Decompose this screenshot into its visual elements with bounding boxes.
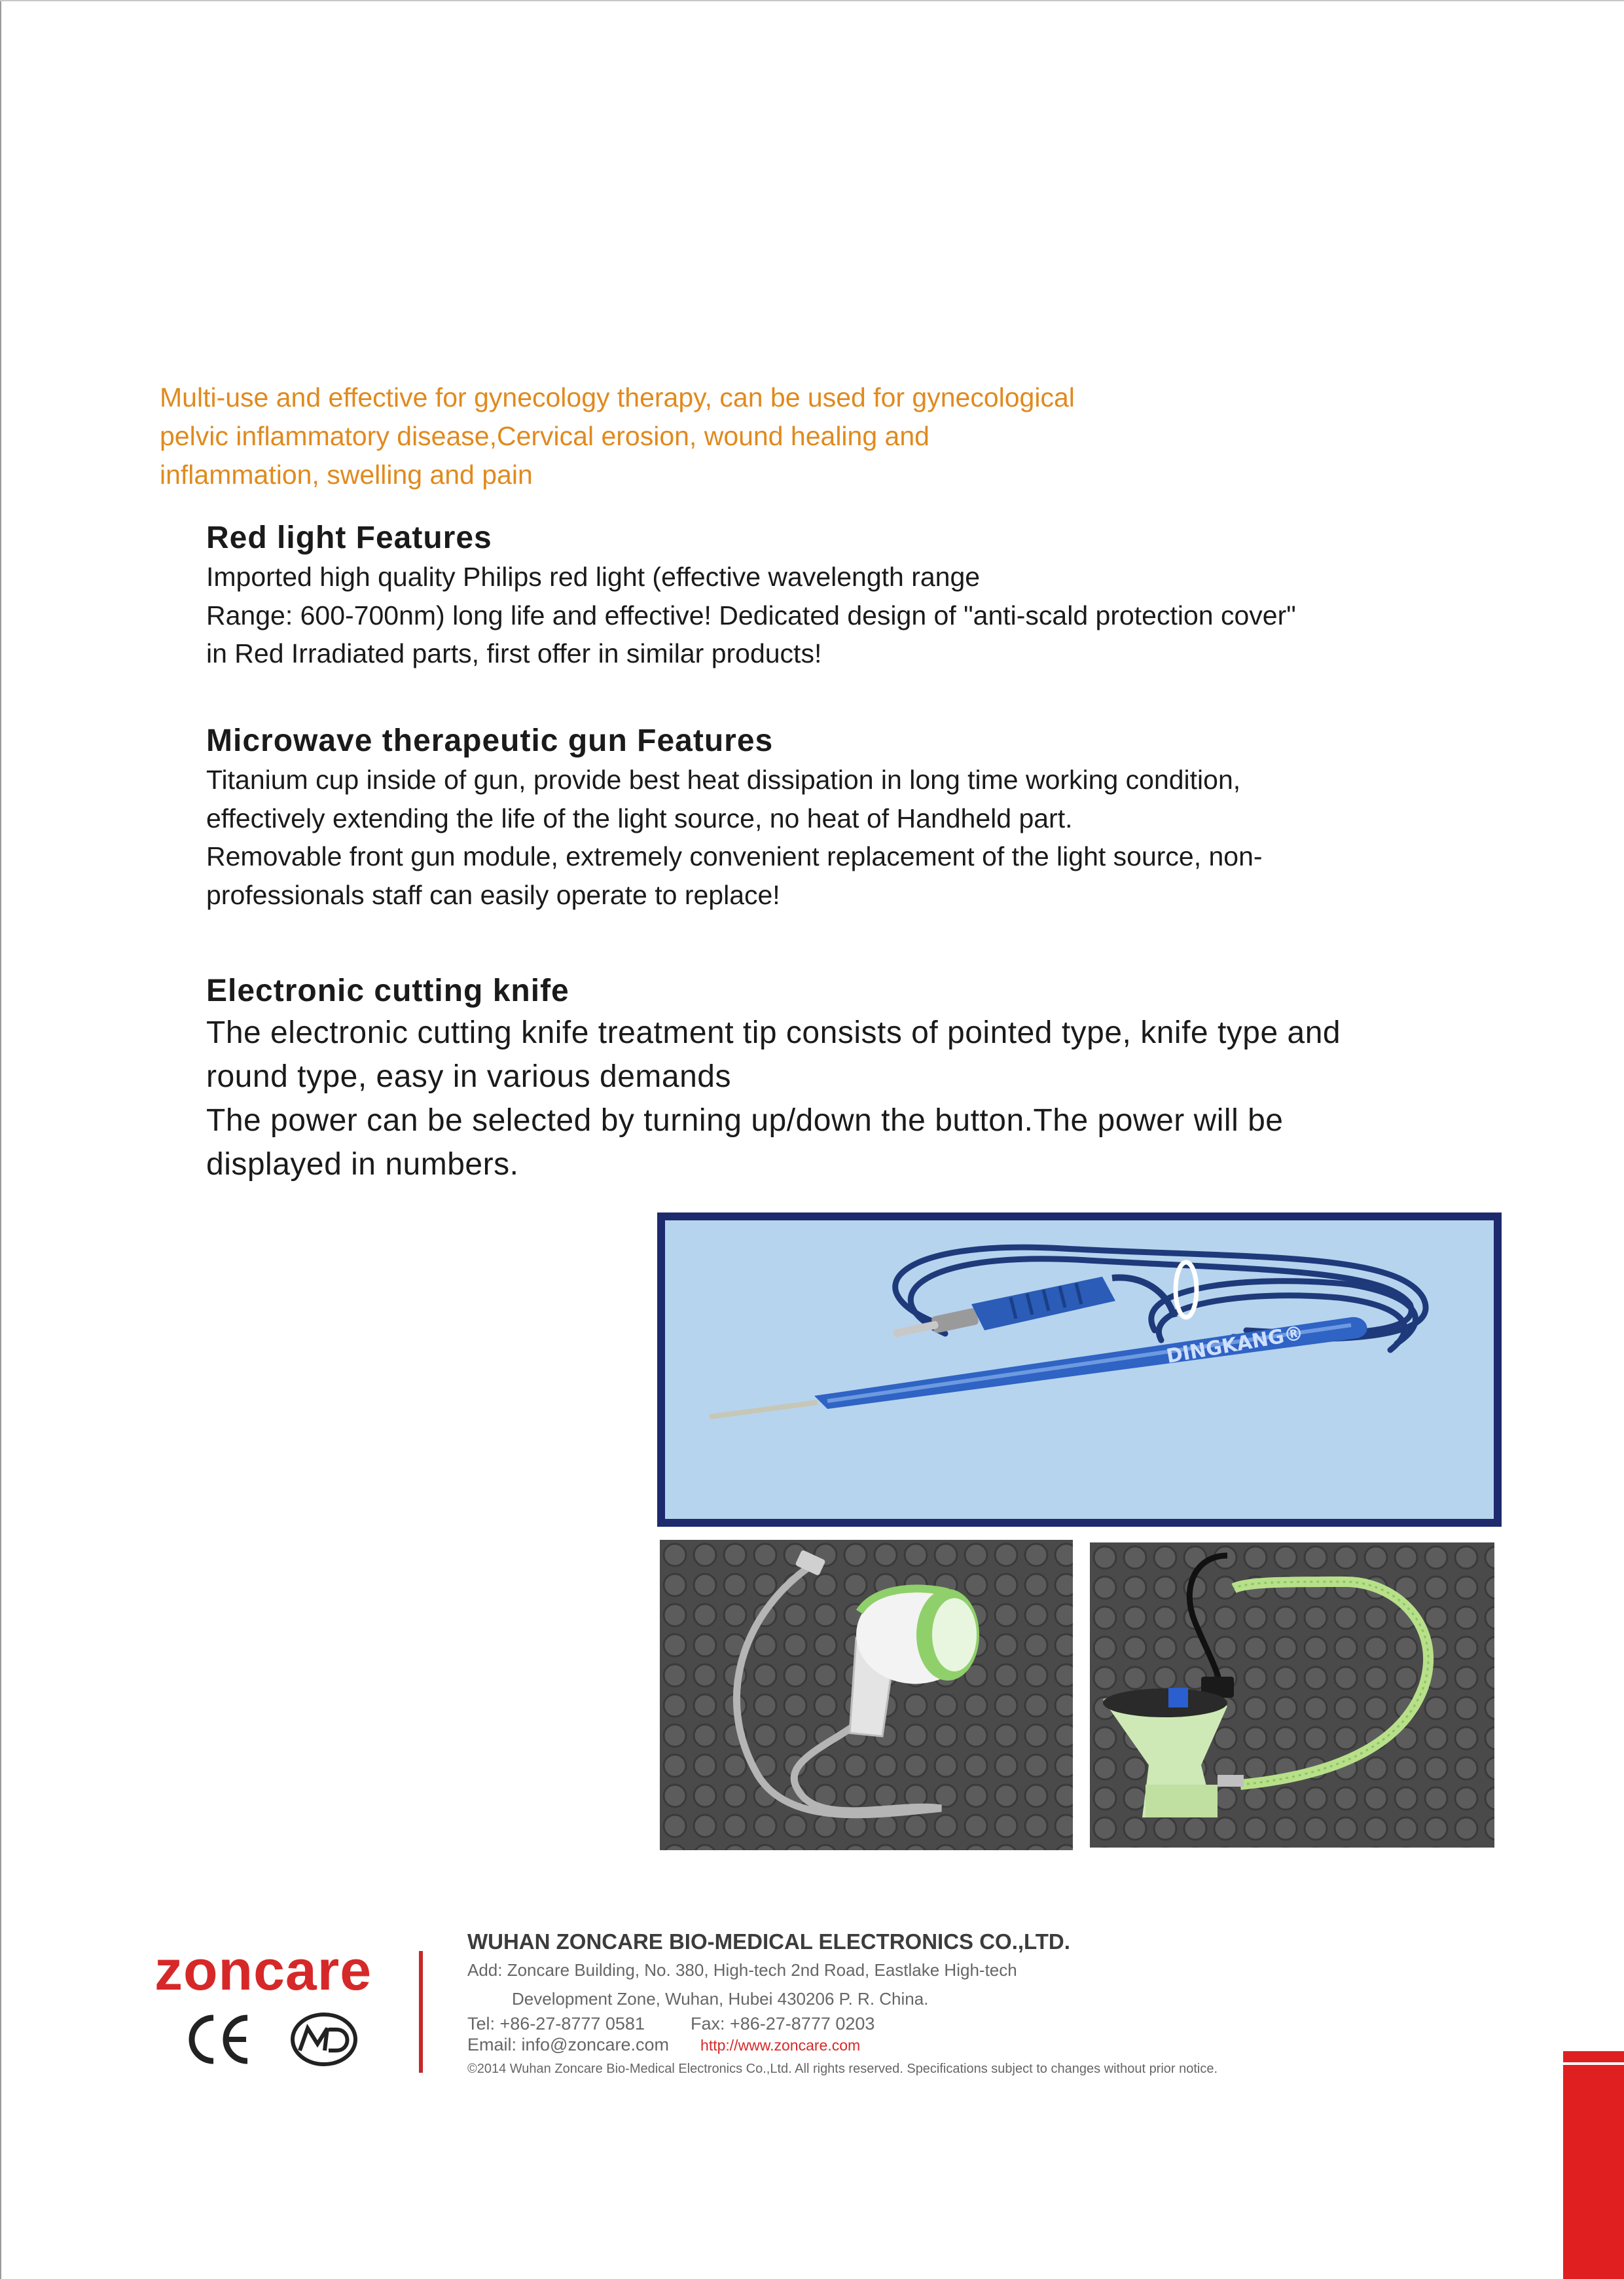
copyright-notice: ©2014 Wuhan Zoncare Bio-Medical Electronics Co.,Ltd. All rights reserved. Specifications subject to changes without prior notice. — [467, 2062, 1218, 2076]
website-link[interactable]: http://www.zoncare.com — [700, 2037, 861, 2054]
footer-divider — [419, 1951, 423, 2073]
page-edge — [0, 0, 1, 2279]
section-microwave-gun — [206, 721, 1515, 914]
page-edge-top — [0, 0, 1624, 1]
email-url-line — [467, 2034, 1331, 2056]
knife-brand-label: DINGKANG® — [1164, 1321, 1306, 1368]
zoncare-logo: zoncare — [154, 1939, 372, 2002]
body-line: round type, easy in various demands — [206, 1059, 731, 1094]
body-line: effectively extending the life of the light source, no heat of Handheld part. — [206, 803, 1073, 833]
intro-paragraph — [160, 378, 1351, 494]
red-light-lamp-photo — [1090, 1542, 1494, 1848]
intro-line: Multi-use and effective for gynecology therapy, can be used for gynecological — [160, 382, 1075, 412]
company-info — [467, 1928, 1331, 2078]
body-line: Imported high quality Philips red light (effective wavelength range — [206, 562, 981, 592]
company-address-line: Add: Zoncare Building, No. 380, High-tech 2nd Road, Eastlake High-tech — [467, 1960, 1017, 1980]
section-title: Electronic cutting knife — [206, 974, 569, 1008]
company-address-line: Development Zone, Wuhan, Hubei 430206 P. R. China. — [512, 1989, 929, 2009]
body-line: professionals staff can easily operate to replace! — [206, 879, 780, 910]
intro-line: inflammation, swelling and pain — [160, 460, 533, 490]
section-body — [206, 558, 1515, 673]
phone-fax-line — [467, 2013, 1331, 2034]
body-line: in Red Irradiated parts, first offer in similar products! — [206, 638, 822, 668]
body-line: The electronic cutting knife treatment tip consists of pointed type, knife type and — [206, 1015, 1341, 1050]
body-line: Range: 600-700nm) long life and effective! Dedicated design of "anti-scald protection cover" — [206, 600, 1296, 630]
email-address: Email: info@zoncare.com — [467, 2035, 670, 2054]
fax-number: Fax: +86-27-8777 0203 — [690, 2014, 875, 2033]
md-certification-icon — [288, 2010, 360, 2069]
microwave-gun-photo — [660, 1540, 1073, 1850]
section-title: Red light Features — [206, 520, 492, 555]
page-edge-tab — [1563, 2051, 1624, 2279]
body-line: Removable front gun module, extremely convenient replacement of the light source, non- — [206, 841, 1263, 871]
body-line: displayed in numbers. — [206, 1147, 519, 1182]
intro-line: pelvic inflammatory disease,Cervical erosion, wound healing and — [160, 421, 929, 451]
body-line: Titanium cup inside of gun, provide best heat dissipation in long time working condition, — [206, 765, 1241, 795]
ce-mark-icon — [182, 2010, 254, 2069]
phone-number: Tel: +86-27-8777 0581 — [467, 2014, 645, 2033]
page-edge-tab-stripe — [1563, 2062, 1624, 2065]
section-cutting-knife — [206, 972, 1515, 1186]
section-title: Microwave therapeutic gun Features — [206, 723, 774, 758]
body-line: The power can be selected by turning up/down the button.The power will be — [206, 1103, 1284, 1138]
section-body — [206, 1011, 1515, 1186]
section-red-light — [206, 519, 1515, 673]
company-name: WUHAN ZONCARE BIO-MEDICAL ELECTRONICS CO.,LTD. — [467, 1929, 1070, 1954]
cutting-knife-photo — [657, 1212, 1502, 1527]
section-body — [206, 761, 1515, 914]
